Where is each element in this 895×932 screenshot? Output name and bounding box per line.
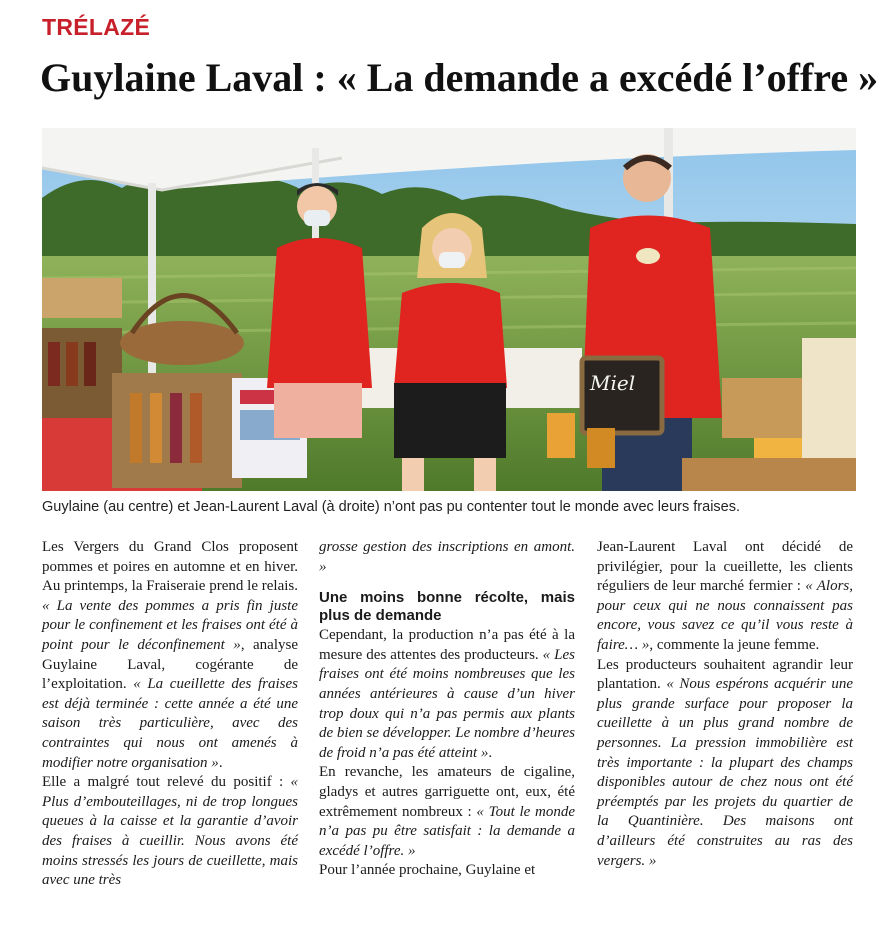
body-text: Les Vergers du Grand Clos proposent pommes et poires en automne et en hiver. Au printemps, la Fraiseraie prend le relais. xyxy=(42,539,298,595)
market-stall-photo xyxy=(42,128,856,491)
article-headline: Guylaine Laval : « La demande a excédé l’offre » xyxy=(40,55,879,100)
paragraph xyxy=(42,773,298,891)
quote-text: « Nous espérons acquérir une plus grande surface pour proposer la cueillette à un plus grand nombre de personnes. La pression immobilière est très importante : la plupart des champs disponibles autour de chez nous ont été préemptés par les projets du quartier de la Quantinière. Des maisons ont d’ailleurs été construites au ras des vergers. » xyxy=(597,676,853,869)
body-text: Les producteurs souhaitent agrandir leur plantation. xyxy=(597,656,853,693)
paragraph xyxy=(597,538,853,656)
paragraph xyxy=(319,538,575,577)
quote-text: « Tout le monde n’a pas pu être satisfait : la demande a excédé l’offre. » xyxy=(319,803,575,859)
quote-text: « Les fraises ont été moins nombreuses que les années antérieures à cause d’un hiver trop doux qui n’a pas permis aux plants de bien se développer. Le nombre d’heures de froid n’a pas été atteint » xyxy=(319,646,576,761)
body-text: Pour l’année prochaine, Guylaine et xyxy=(319,862,536,879)
section-kicker: TRÉLAZÉ xyxy=(42,14,151,40)
honey-sign-text: Miel xyxy=(590,371,636,395)
body-text: , analyse Guylaine Laval, cogérante de l’exploitation. xyxy=(42,636,298,693)
quote-text: « Alors, pour ceux qui ne nous connaissent pas encore, vous savez ce qu’il vous reste à faire… » xyxy=(597,578,854,653)
body-text: Elle a malgré tout relevé du positif : xyxy=(42,774,284,791)
body-text: . xyxy=(488,744,493,761)
article-photo xyxy=(42,128,856,491)
body-text: En revanche, les amateurs de cigaline, gladys et autres garriguette ont, eux, été extrêmement nombreux : xyxy=(319,764,575,820)
paragraph xyxy=(319,861,575,881)
quote-text: « Plus d’embouteillages, ni de trop longues queues à la caisse et la garantie d’avoir des fraises à cueillir. Nous avons été moins stressés les jours de cueillette, mais avec une très xyxy=(42,774,299,889)
quote-text: « La vente des pommes a pris fin juste pour le confinement et les fraises ont été à point pour le déconfinement » xyxy=(42,597,298,653)
article-column-2 xyxy=(319,538,575,881)
body-text: . xyxy=(218,754,223,771)
article-column-1 xyxy=(42,538,298,891)
paragraph xyxy=(597,656,853,872)
paragraph xyxy=(42,538,298,773)
article-column-3 xyxy=(597,538,853,871)
quote-text: grosse gestion des inscriptions en amont. » xyxy=(319,539,575,575)
body-text: , commente la jeune femme. xyxy=(649,636,820,653)
body-text: Jean-Laurent Laval ont décidé de privilégier, pour la cueillette, les clients réguliers de leur marché fermier : xyxy=(597,539,853,595)
body-text: Cependant, la production n’a pas été à la mesure des attentes des producteurs. xyxy=(319,627,575,663)
paragraph xyxy=(319,626,575,763)
quote-text: « La cueillette des fraises est déjà terminée : cette année a été une saison très particulière, avec des contraintes qui nous ont amenés à modifier notre organisation » xyxy=(42,676,299,771)
photo-caption: Guylaine (au centre) et Jean-Laurent Laval (à droite) n’ont pas pu contenter tout le monde avec leurs fraises. xyxy=(42,499,741,515)
section-subheading: Une moins bonne récolte, mais plus de demande xyxy=(319,589,575,625)
paragraph xyxy=(319,763,575,861)
